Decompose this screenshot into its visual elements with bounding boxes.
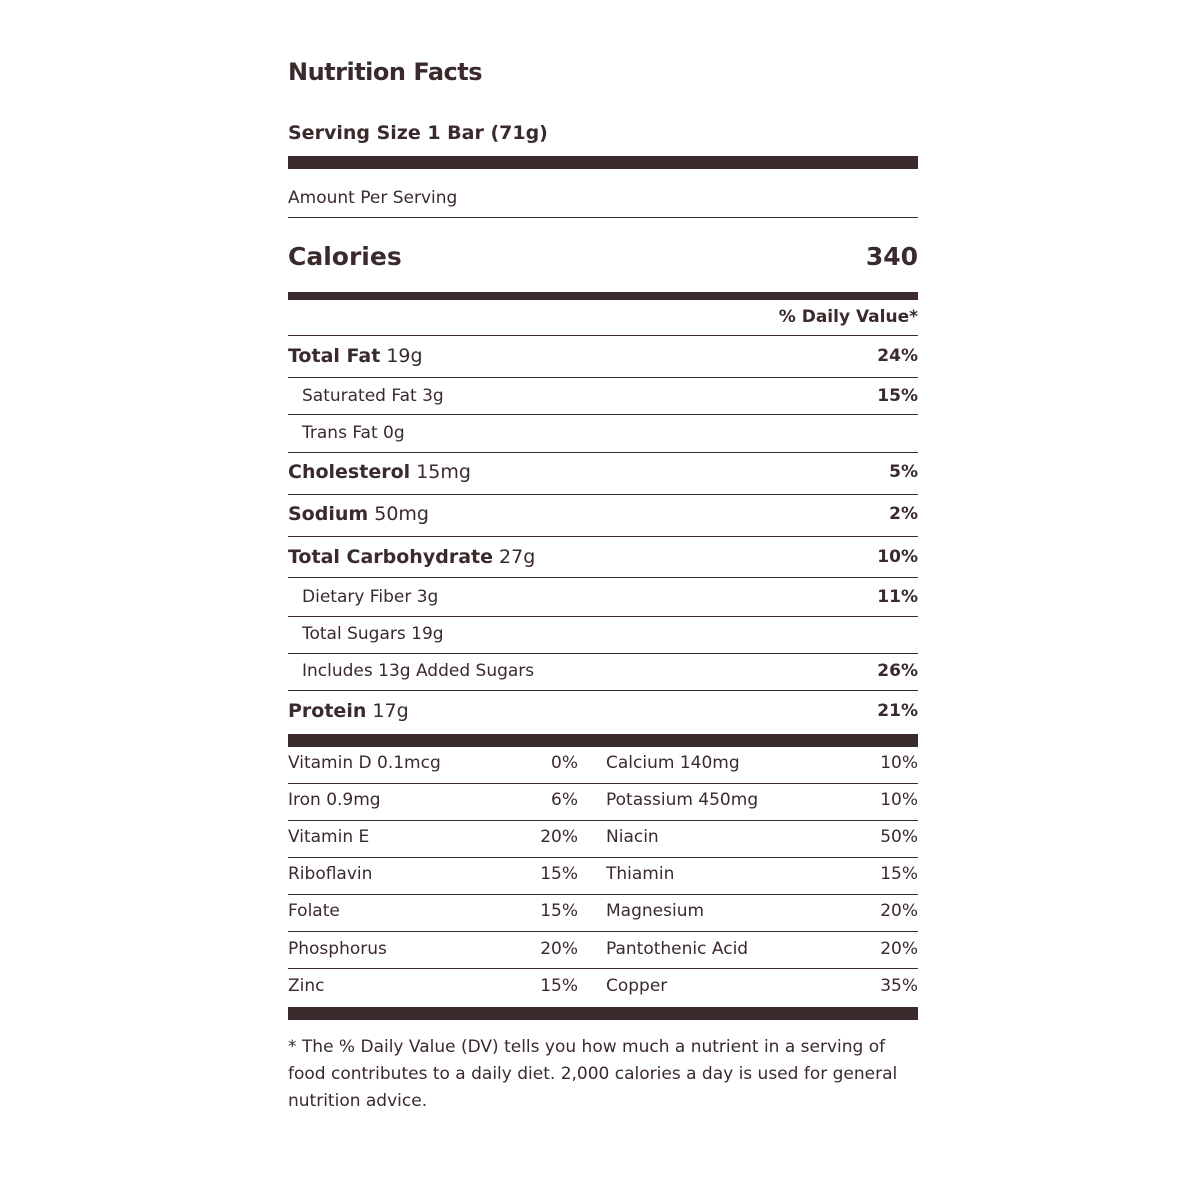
divider <box>288 217 918 218</box>
divider <box>288 452 918 453</box>
nutrient-dv: 15% <box>877 386 918 406</box>
label-title: Nutrition Facts <box>288 58 483 86</box>
nutrient-name: Total Carbohydrate <box>288 546 493 568</box>
nutrient-name: Trans Fat <box>302 423 378 443</box>
vitamin-name: Riboflavin <box>288 864 373 884</box>
calories-value: 340 <box>865 241 918 271</box>
divider <box>288 335 918 336</box>
nutrient-amount: 17g <box>372 700 409 722</box>
vitamin-name: Copper <box>606 976 668 996</box>
nutrient-name: Includes 13g Added Sugars <box>302 661 535 681</box>
nutrient-dv: 24% <box>877 346 918 366</box>
nutrient-row-protein <box>288 697 918 725</box>
nutrient-dv: 21% <box>877 701 918 721</box>
vitamin-dv: 35% <box>880 976 918 996</box>
amount-per-serving: Amount Per Serving <box>288 188 458 208</box>
vitamin-row <box>288 864 918 888</box>
divider <box>288 931 918 932</box>
nutrient-row-added-sugars <box>288 659 918 683</box>
divider <box>288 894 918 895</box>
vitamin-dv: 15% <box>880 864 918 884</box>
nutrient-row-trans-fat <box>288 421 918 445</box>
divider <box>288 857 918 858</box>
vitamin-dv: 20% <box>880 901 918 921</box>
nutrient-name: Cholesterol <box>288 461 411 483</box>
divider <box>288 653 918 654</box>
nutrient-row-sodium <box>288 500 918 528</box>
vitamin-row <box>288 939 918 963</box>
thick-divider <box>288 156 918 169</box>
daily-value-header: % Daily Value* <box>778 307 918 327</box>
nutrient-row-dietary-fiber <box>288 585 918 609</box>
nutrient-row-total-sugars <box>288 622 918 646</box>
divider <box>288 536 918 537</box>
nutrient-amount: 3g <box>416 587 439 607</box>
vitamin-row <box>288 753 918 777</box>
nutrient-name: Protein <box>288 700 367 722</box>
nutrient-amount: 19g <box>386 345 423 367</box>
vitamin-row <box>288 790 918 814</box>
nutrient-row-total-fat <box>288 342 918 370</box>
vitamin-name: Zinc <box>288 976 325 996</box>
vitamin-name: Niacin <box>606 827 659 847</box>
vitamin-name: Potassium 450mg <box>606 790 759 810</box>
vitamin-name: Pantothenic Acid <box>606 939 749 959</box>
nutrient-row-total-carbohydrate <box>288 543 918 571</box>
vitamin-name: Folate <box>288 901 340 921</box>
nutrient-amount: 15mg <box>416 461 471 483</box>
nutrient-name: Saturated Fat <box>302 386 417 406</box>
divider <box>288 577 918 578</box>
vitamin-dv: 10% <box>880 753 918 773</box>
nutrient-amount: 50mg <box>374 503 429 525</box>
nutrient-dv: 5% <box>889 462 918 482</box>
nutrient-dv: 11% <box>877 587 918 607</box>
divider <box>288 616 918 617</box>
nutrient-row-cholesterol <box>288 458 918 486</box>
divider <box>288 820 918 821</box>
vitamin-dv: 20% <box>540 827 578 847</box>
vitamin-dv: 15% <box>540 976 578 996</box>
vitamin-row <box>288 901 918 925</box>
nutrient-dv: 10% <box>877 547 918 567</box>
nutrient-dv: 26% <box>877 661 918 681</box>
serving-size: Serving Size 1 Bar (71g) <box>288 122 548 144</box>
vitamin-name: Iron 0.9mg <box>288 790 381 810</box>
nutrient-name: Total Fat <box>288 345 381 367</box>
daily-value-footnote: * The % Daily Value (DV) tells you how much a nutrient in a serving of food contributes to a daily diet. 2,000 calories a day is used for general nutrition advice. <box>288 1037 898 1111</box>
nutrient-amount: 0g <box>383 423 405 443</box>
divider <box>288 414 918 415</box>
thick-divider <box>288 734 918 747</box>
nutrient-amount: 3g <box>422 386 444 406</box>
vitamin-name: Magnesium <box>606 901 705 921</box>
divider <box>288 690 918 691</box>
calories-row <box>288 238 918 274</box>
divider <box>288 377 918 378</box>
vitamin-dv: 20% <box>540 939 578 959</box>
nutrient-amount: 27g <box>499 546 536 568</box>
divider <box>288 494 918 495</box>
vitamin-name: Calcium 140mg <box>606 753 740 773</box>
thick-divider <box>288 1007 918 1020</box>
vitamin-name: Vitamin D 0.1mcg <box>288 753 441 773</box>
calories-label: Calories <box>288 241 402 271</box>
nutrient-dv: 2% <box>889 504 918 524</box>
vitamin-dv: 6% <box>551 790 578 810</box>
nutrient-name: Total Sugars <box>302 624 406 644</box>
nutrient-amount: 19g <box>411 624 444 644</box>
vitamin-dv: 15% <box>540 864 578 884</box>
vitamin-dv: 10% <box>880 790 918 810</box>
nutrient-name: Sodium <box>288 503 369 525</box>
vitamin-dv: 15% <box>540 901 578 921</box>
vitamin-name: Thiamin <box>606 864 675 884</box>
vitamin-row <box>288 827 918 851</box>
divider <box>288 783 918 784</box>
vitamin-name: Phosphorus <box>288 939 387 959</box>
medium-divider <box>288 292 918 300</box>
nutrient-row-saturated-fat <box>288 384 918 408</box>
vitamin-dv: 0% <box>551 753 578 773</box>
divider <box>288 968 918 969</box>
nutrient-name: Dietary Fiber <box>302 587 412 607</box>
vitamin-dv: 50% <box>880 827 918 847</box>
vitamin-row <box>288 976 918 1000</box>
vitamin-name: Vitamin E <box>288 827 370 847</box>
vitamin-dv: 20% <box>880 939 918 959</box>
